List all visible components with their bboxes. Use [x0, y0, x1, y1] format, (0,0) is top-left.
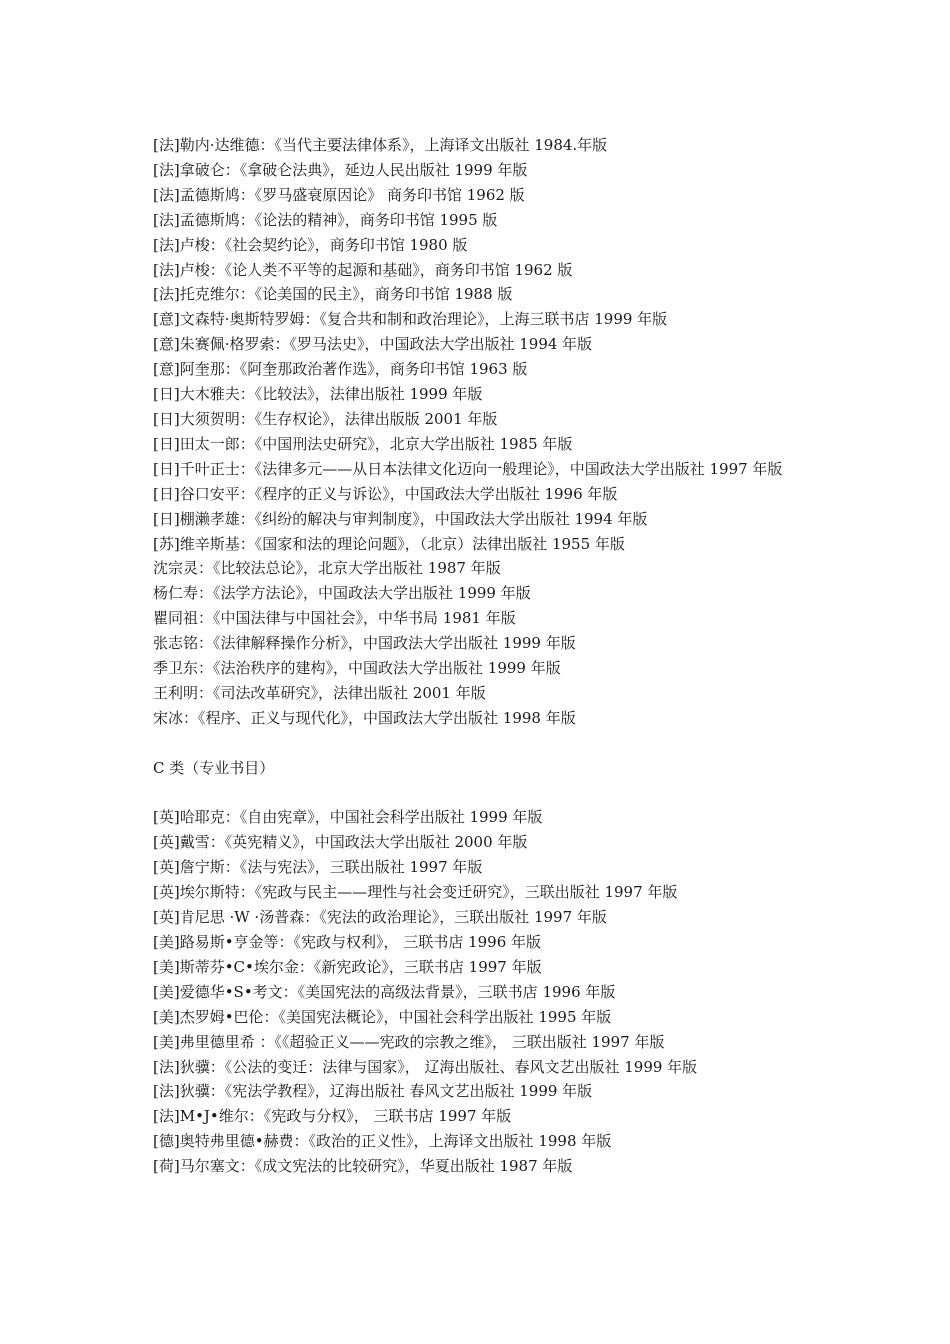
section-c-heading: C 类（专业书目） [153, 758, 275, 777]
bibliography-entry: [意]文森特·奥斯特罗姆：《复合共和制和政治理论》，上海三联书店 1999 年版 [153, 310, 668, 329]
bibliography-entry: [英]埃尔斯特：《宪政与民主——理性与社会变迁研究》，三联出版社 1997 年版 [153, 883, 678, 902]
blank-line [153, 781, 843, 806]
bibliography-entry: [日]大须贺明：《生存权论》，法律出版版 2001 年版 [153, 409, 498, 428]
bibliography-entry: 季卫东：《法治秩序的建构》，中国政法大学出版社 1999 年版 [153, 659, 561, 678]
bibliography-entry: [法]卢梭：《论人类不平等的起源和基础》，商务印书馆 1962 版 [153, 260, 573, 279]
bibliography-entry: 张志铭：《法律解释操作分析》，中国政法大学出版社 1999 年版 [153, 634, 576, 653]
bibliography-entry: [法]托克维尔：《论美国的民主》，商务印书馆 1988 版 [153, 285, 513, 304]
bibliography-entry: [法]孟德斯鸠：《罗马盛衰原因论》 商务印书馆 1962 版 [153, 185, 525, 204]
bibliography-entry: 王利明：《司法改革研究》，法律出版社 2001 年版 [153, 683, 486, 702]
bibliography-entry: [日]千叶正士：《法律多元——从日本法律文化迈向一般理论》，中国政法大学出版社 1997 年版 [153, 459, 783, 478]
section-b-list [153, 133, 843, 731]
bibliography-entry: [意]朱赛佩·格罗索：《罗马法史》，中国政法大学出版社 1994 年版 [153, 335, 593, 354]
bibliography-content [153, 133, 843, 1179]
bibliography-entry: [日]谷口安平：《程序的正义与诉讼》，中国政法大学出版社 1996 年版 [153, 484, 618, 503]
bibliography-entry: [日]大木雅夫：《比较法》，法律出版社 1999 年版 [153, 385, 483, 404]
bibliography-entry: [美]斯蒂芬•C•埃尔金：《新宪政论》，三联书店 1997 年版 [153, 957, 542, 976]
bibliography-entry: [英]戴雪：《英宪精义》，中国政法大学出版社 2000 年版 [153, 833, 528, 852]
bibliography-entry: [法]M•J•维尔：《宪政与分权》， 三联书店 1997 年版 [153, 1107, 512, 1126]
bibliography-entry: 宋冰：《程序、正义与现代化》，中国政法大学出版社 1998 年版 [153, 708, 576, 727]
bibliography-entry: [日]田太一郎：《中国刑法史研究》，北京大学出版社 1985 年版 [153, 434, 573, 453]
bibliography-entry: [美]弗里德里希 ：《《超验正义——宪政的宗教之维》， 三联出版社 1997 年版 [153, 1032, 665, 1051]
bibliography-entry: [苏]维辛斯基：《国家和法的理论问题》，（北京）法律出版社 1955 年版 [153, 534, 625, 553]
bibliography-entry: [德]奥特弗里德•赫费：《政治的正义性》，上海译文出版社 1998 年版 [153, 1132, 612, 1151]
section-c-list [153, 805, 843, 1179]
bibliography-entry: [法]狄骥：《宪法学教程》，辽海出版社 春风文艺出版社 1999 年版 [153, 1082, 593, 1101]
bibliography-entry: [美]爱德华•S•考文：《美国宪法的高级法背景》，三联书店 1996 年版 [153, 982, 616, 1001]
bibliography-entry: [美]杰罗姆•巴伦：《美国宪法概论》，中国社会科学出版社 1995 年版 [153, 1007, 612, 1026]
bibliography-entry: [法]拿破仑：《拿破仑法典》，延边人民出版社 1999 年版 [153, 160, 528, 179]
bibliography-entry: [荷]马尔塞文：《成文宪法的比较研究》，华夏出版社 1987 年版 [153, 1157, 573, 1176]
bibliography-entry: [日]棚濑孝雄：《纠纷的解决与审判制度》，中国政法大学出版社 1994 年版 [153, 509, 648, 528]
bibliography-entry: [法]勒内·达维德：《当代主要法律体系》，上海译文出版社 1984.年版 [153, 136, 608, 154]
bibliography-entry: [英]詹宁斯：《法与宪法》，三联出版社 1997 年版 [153, 858, 483, 877]
bibliography-entry: [英]哈耶克：《自由宪章》，中国社会科学出版社 1999 年版 [153, 808, 543, 827]
bibliography-entry: 瞿同祖：《中国法律与中国社会》，中华书局 1981 年版 [153, 609, 516, 628]
bibliography-entry: 杨仁寿：《法学方法论》，中国政法大学出版社 1999 年版 [153, 584, 531, 603]
blank-line [153, 731, 843, 756]
bibliography-entry: 沈宗灵：《比较法总论》，北京大学出版社 1987 年版 [153, 559, 501, 578]
bibliography-entry: [法]孟德斯鸠：《论法的精神》，商务印书馆 1995 版 [153, 210, 498, 229]
bibliography-entry: [法]卢梭：《社会契约论》，商务印书馆 1980 版 [153, 235, 468, 254]
bibliography-entry: [法]狄骥：《公法的变迁：法律与国家》， 辽海出版社、春风文艺出版社 1999 年版 [153, 1057, 698, 1076]
bibliography-entry: [美]路易斯•亨金等：《宪政与权利》， 三联书店 1996 年版 [153, 932, 542, 951]
bibliography-entry: [意]阿奎那：《阿奎那政治著作选》，商务印书馆 1963 版 [153, 360, 528, 379]
bibliography-entry: [英]肯尼思 ·W ·汤普森：《宪法的政治理论》，三联出版社 1997 年版 [153, 908, 607, 927]
